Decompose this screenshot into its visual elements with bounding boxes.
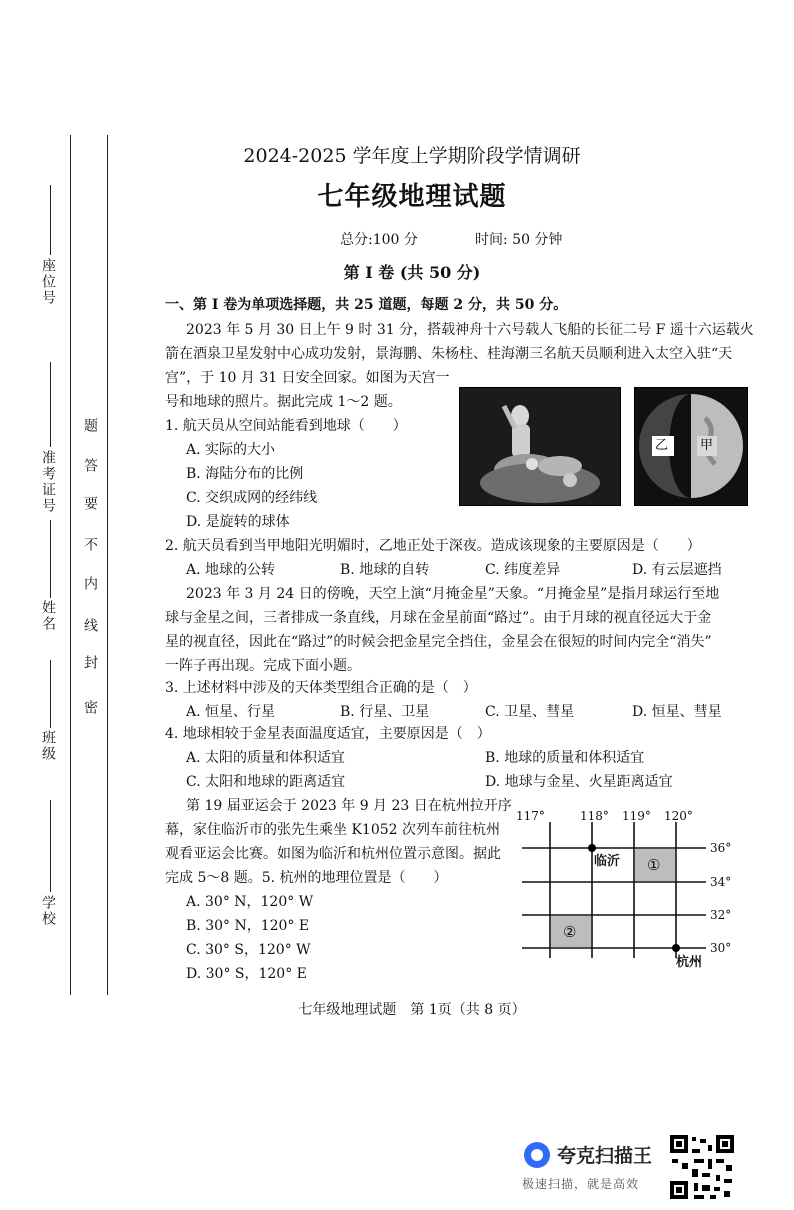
page-footer: 七年级地理试题 第 1页（共 8 页） [298,1002,526,1018]
lat-label: 36° [710,841,732,855]
lat-label: 30° [710,941,732,955]
q4-stem: 4. 地球相较于金星表面温度适宜，主要原因是（ ） [165,726,491,742]
passage2-line: 星的视直径，因此在“路过”的时候会把金星完全挡住，金星会在很短的时间内完全“消失” [165,634,712,650]
passage2-line: 2023 年 3 月 24 日的傍晚，天空上演“月掩金星”天象。“月掩金星”是指月球运行至地 [186,586,720,602]
qr-code-icon [670,1135,734,1199]
lon-label: 120° [664,809,693,823]
q2-stem: 2. 航天员看到当甲地阳光明媚时，乙地正处于深夜。造成该现象的主要原因是（ ） [165,538,701,554]
seal-char: 不 [82,537,98,553]
q3-option: B. 行星、卫星 [340,704,430,720]
watermark-brand: 夸克扫描王 [557,1145,653,1167]
q1-option: C. 交织成网的经纬线 [186,490,318,506]
exam-id-blank[interactable] [50,362,51,447]
seal-char: 内 [82,576,98,592]
q5-option: D. 30° S，120° E [186,966,307,982]
class-label: 班级 [40,730,56,762]
q2-option: C. 纬度差异 [485,562,561,578]
earth-photo [634,387,748,506]
passage3-line: 完成 5～8 题。5. 杭州的地理位置是（ ） [165,870,448,886]
q4-option: C. 太阳和地球的距离适宜 [186,774,346,790]
astronaut-image [460,388,620,505]
label-jia: 甲 [700,438,714,453]
q2-option: B. 地球的自转 [340,562,430,578]
q3-option: D. 恒星、彗星 [632,704,722,720]
q3-option: C. 卫星、彗星 [485,704,575,720]
area-1: ① [647,856,661,874]
name-blank[interactable] [50,520,51,598]
seal-char: 线 [82,618,98,634]
lon-label: 117° [516,809,545,823]
passage3-line: 幕，家住临沂市的张先生乘坐 K1052 次列车前往杭州 [165,822,500,838]
passage2-line: 一阵子再出现。完成下面小题。 [165,658,361,674]
q5-option: B. 30° N，120° E [186,918,310,934]
q1-option: D. 是旋转的球体 [186,514,290,530]
q3-stem: 3. 上述材料中涉及的天体类型组合正确的是（ ） [165,680,477,696]
seal-char: 封 [82,655,98,671]
class-blank[interactable] [50,660,51,728]
earth-image [635,388,747,505]
lat-label: 32° [710,908,732,922]
passage3-line: 观看亚运会比赛。如图为临沂和杭州位置示意图。据此 [165,846,501,862]
volume-title: 第 I 卷 (共 50 分) [343,263,481,282]
seal-char: 要 [82,496,98,512]
seal-char: 答 [82,458,98,474]
city-hangzhou: 杭州 [676,955,703,970]
q5-option: A. 30° N，120° W [186,894,314,910]
exam-time: 时间: 50 分钟 [475,232,563,248]
watermark-slogan: 极速扫描，就是高效 [522,1177,640,1191]
q1-stem: 1. 航天员从空间站能看到地球（ ） [165,418,407,434]
tiangong-photo [459,387,621,506]
passage1-line: 箭在酒泉卫星发射中心成功发射，景海鹏、朱杨柱、桂海潮三名航天员顺利进入太空入驻“天 [165,346,733,362]
city-linyi: 临沂 [594,854,621,869]
lon-label: 118° [580,809,609,823]
seal-char: 密 [82,700,98,716]
q3-option: A. 恒星、行星 [186,704,276,720]
q1-option: B. 海陆分布的比例 [186,466,304,482]
q2-option: A. 地球的公转 [186,562,276,578]
passage1-line: 宫”，于 10 月 31 日安全回家。如图为天宫一 [165,370,450,386]
area-2: ② [563,923,577,941]
q4-option: A. 太阳的质量和体积适宜 [186,750,346,766]
label-yi: 乙 [655,438,669,453]
exam-title: 七年级地理试题 [317,182,507,212]
qr-code-graphic [670,1135,734,1199]
total-score: 总分:100 分 [340,232,418,248]
location-map [500,800,750,980]
seat-number-label: 座位号 [40,258,56,306]
q2-option: D. 有云层遮挡 [632,562,722,578]
passage1-line: 号和地球的照片。据此完成 1～2 题。 [165,394,402,410]
school-blank[interactable] [50,800,51,892]
passage1-line: 2023 年 5 月 30 日上午 9 时 31 分，搭载神舟十六号载人飞船的长征二号 F 遥十六运载火 [186,322,754,338]
q4-option: D. 地球与金星、火星距离适宜 [485,774,673,790]
survey-title: 2024-2025 学年度上学期阶段学情调研 [243,145,581,167]
exam-id-label: 准考证号 [40,450,56,514]
passage3-line: 第 19 届亚运会于 2023 年 9 月 23 日在杭州拉开序 [186,798,512,814]
passage2-line: 球与金星之间，三者排成一条直线，月球在金星前面“路过”。由于月球的视直径远大于金 [165,610,712,626]
lon-label: 119° [622,809,651,823]
seal-char: 题 [82,418,98,434]
section-instruction: 一、第 I 卷为单项选择题，共 25 道题，每题 2 分，共 50 分。 [165,297,568,313]
q1-option: A. 实际的大小 [186,442,276,458]
lat-label: 34° [710,875,732,889]
school-label: 学校 [40,895,56,927]
name-label: 姓名 [40,600,56,632]
q5-option: C. 30° S，120° W [186,942,311,958]
quark-logo-icon [524,1142,550,1168]
q4-option: B. 地球的质量和体积适宜 [485,750,645,766]
